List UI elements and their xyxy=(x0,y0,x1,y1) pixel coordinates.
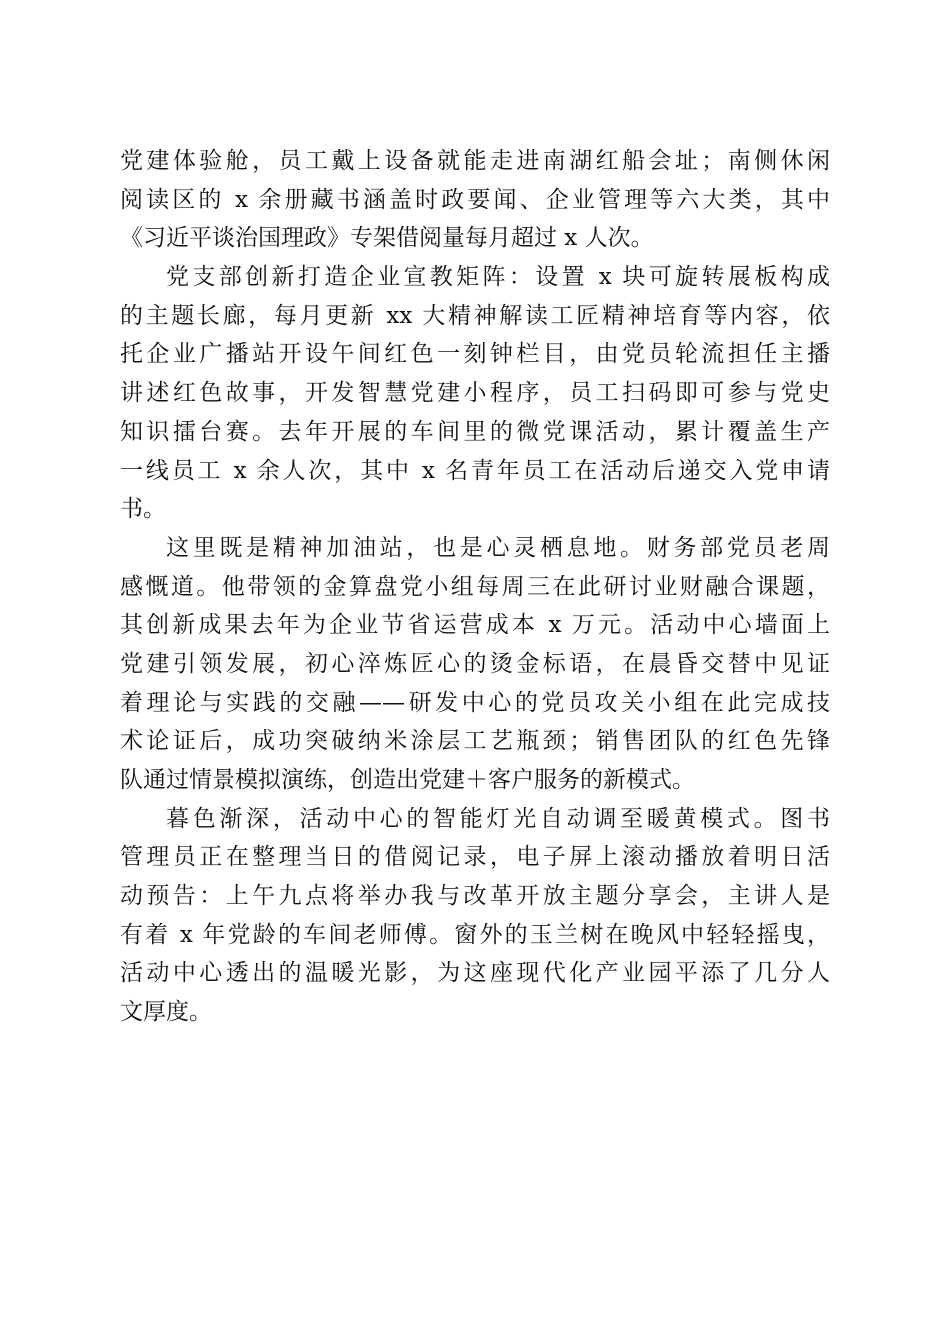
paragraph-2-line-3: 托企业广播站开设午间红色一刻钟栏目，由党员轮流担任主播 xyxy=(120,341,830,368)
paragraph-3-line-2: 感慨道。他带领的金算盘党小组每周三在此研讨业财融合课题， xyxy=(120,573,830,600)
paragraph-2-line-5: 知识擂台赛。去年开展的车间里的微党课活动，累计覆盖生产 xyxy=(120,418,830,445)
paragraph-3-line-1: 这里既是精神加油站，也是心灵栖息地。财务部党员老周 xyxy=(166,534,830,561)
paragraph-3-line-6: 术论证后，成功突破纳米涂层工艺瓶颈；销售团队的红色先锋 xyxy=(120,728,830,755)
paragraph-4-line-5: 活动中心透出的温暖光影，为这座现代化产业园平添了几分人 xyxy=(120,960,830,987)
paragraph-1-line-2: 阅读区的 x 余册藏书涵盖时政要闻、企业管理等六大类，其中 xyxy=(120,186,830,213)
paragraph-4-line-4: 有着 x 年党龄的车间老师傅。窗外的玉兰树在晚风中轻轻摇曳， xyxy=(120,921,830,948)
paragraph-4-line-1: 暮色渐深，活动中心的智能灯光自动调至暖黄模式。图书 xyxy=(166,805,830,832)
paragraph-2-line-2: 的主题长廊，每月更新 xx 大精神解读工匠精神培育等内容，依 xyxy=(120,302,830,329)
paragraph-1-line-1: 党建体验舱，员工戴上设备就能走进南湖红船会址；南侧休闲 xyxy=(120,148,830,174)
paragraph-3-line-7: 队通过情景模拟演练，创造出党建＋客户服务的新模式。 xyxy=(120,767,695,793)
paragraph-2-line-7: 书。 xyxy=(120,496,166,523)
paragraph-3-line-5: 着理论与实践的交融——研发中心的党员攻关小组在此完成技 xyxy=(120,689,830,716)
paragraph-4-line-3: 动预告：上午九点将举办我与改革开放主题分享会，主讲人是 xyxy=(120,883,830,910)
paragraph-2-line-1: 党支部创新打造企业宣教矩阵：设置 x 块可旋转展板构成 xyxy=(166,264,830,291)
paragraph-4-line-2: 管理员正在整理当日的借阅记录，电子屏上滚动播放着明日活 xyxy=(120,844,830,871)
document-body xyxy=(120,142,830,1032)
paragraph-1-line-3: 《习近平谈治国理政》专架借阅量每月超过 x 人次。 xyxy=(120,225,654,252)
paragraph-2-line-4: 讲述红色故事，开发智慧党建小程序，员工扫码即可参与党史 xyxy=(120,380,830,407)
paragraph-3-line-3: 其创新成果去年为企业节省运营成本 x 万元。活动中心墙面上 xyxy=(120,612,830,639)
paragraph-3-line-4: 党建引领发展，初心淬炼匠心的烫金标语，在晨昏交替中见证 xyxy=(120,650,830,677)
paragraph-2-line-6: 一线员工 x 余人次，其中 x 名青年员工在活动后递交入党申请 xyxy=(120,457,830,484)
paragraph-4-line-6: 文厚度。 xyxy=(120,999,212,1026)
